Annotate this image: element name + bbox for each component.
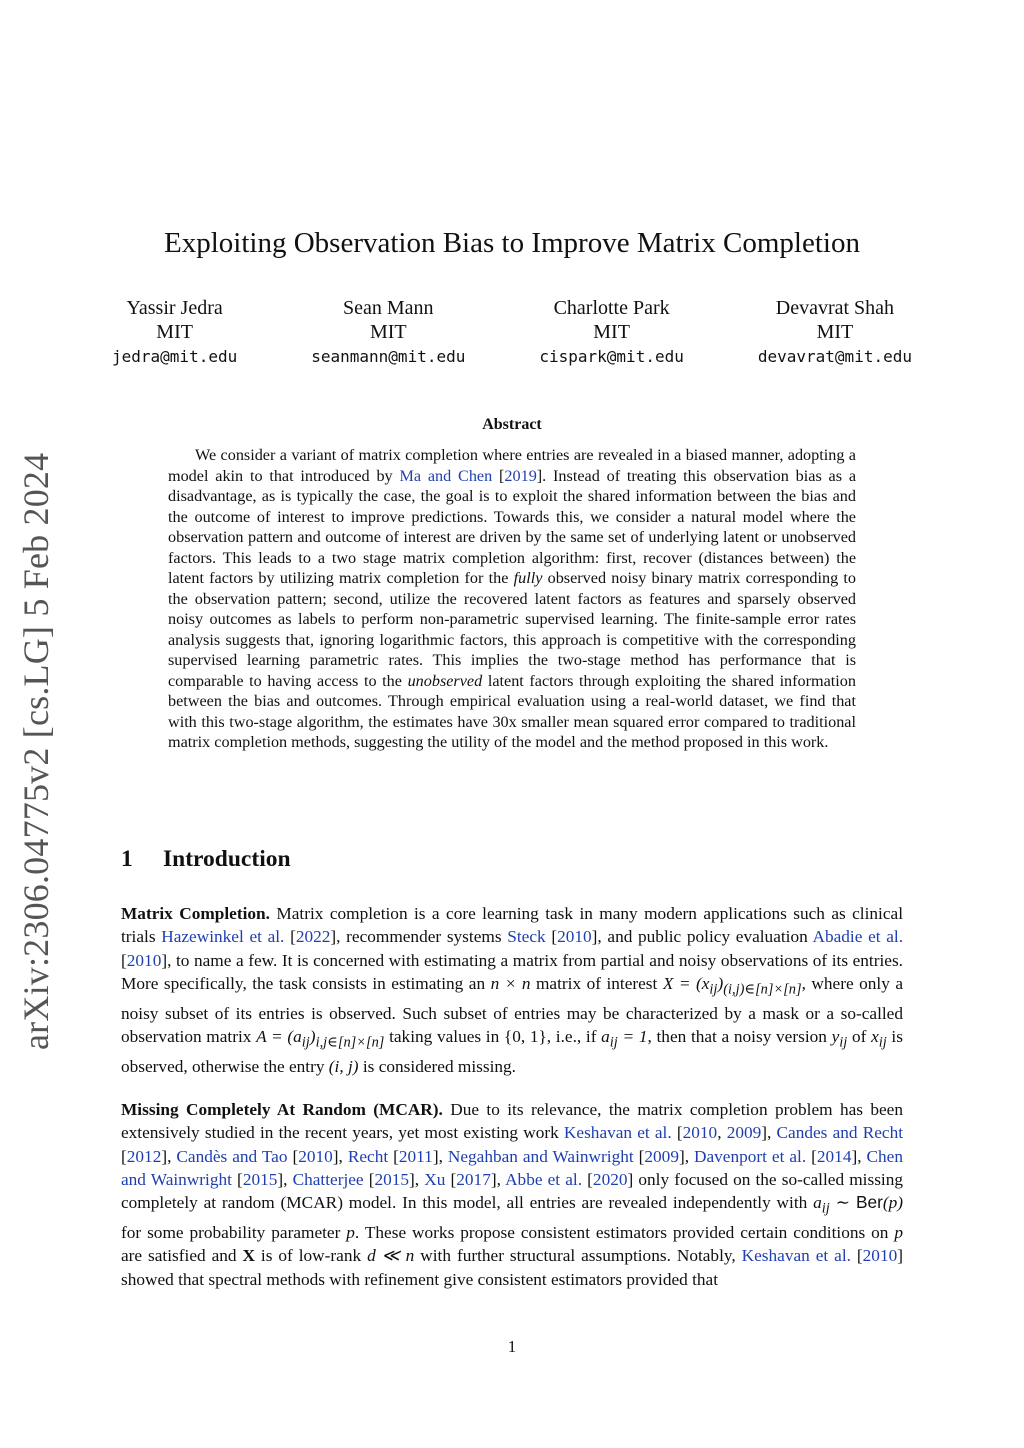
author-block [539,296,684,369]
math-inline: p [346,1222,355,1242]
abstract-heading: Abstract [482,416,542,433]
math-inline: ) [309,1026,316,1046]
abstract-text [168,445,856,753]
author-name: Yassir Jedra [126,297,223,319]
text-segment: [ [445,1169,457,1189]
text-segment: of [847,1026,872,1046]
text-segment: ], [332,1146,348,1166]
math-inline: x [871,1026,879,1046]
author-email[interactable]: devavrat@mit.edu [757,347,912,366]
paragraph-heading: Missing Completely At Random (MCAR). [121,1100,443,1119]
page-number: 1 [507,1337,517,1356]
text-segment: with further structural assumptions. Notably, [414,1246,742,1266]
citation-year-link[interactable]: 2011 [398,1146,433,1166]
text-segment: for some probability parameter [121,1222,347,1242]
citation-link[interactable]: Xu [424,1169,446,1189]
citation-link[interactable]: Chen and Wainwright [121,1146,903,1189]
math-inline: y [831,1026,840,1046]
text-segment: , [717,1123,727,1143]
text-segment: ], to name a few. It is concerned with estimating a matrix from partial and noisy observations of its entries. More specifically, the task consists in estimating an [121,950,903,993]
citation-link[interactable]: Keshavan et al. [741,1246,851,1266]
author-email[interactable]: seanmann@mit.edu [311,347,466,366]
text-segment: [ [284,927,296,947]
text-segment: ], [277,1169,293,1189]
emphasis: unobserved [407,671,483,690]
abstract-segment: ]. Instead of treating this observation bias as a disadvantage, as is typically the case, the goal is to exploit the shared information between the bias and the outcome of interest to improve predictions. Towards this, we consider a natural model where the observation pattern and outcome of interest are driven by the same set of underlying latent or unobserved factors. This leads to a two stage matrix completion algorithm: first, recover (distances between) the latent factors by utilizing matrix completion for the [168,466,857,587]
math-inline: a [601,1026,610,1046]
text-segment: , where only a noisy subset of its entries is observed. Such subset of entries may be characterized by a mask or a so-called observation matrix [121,973,904,1046]
text-segment: ] showed that spectral methods with refinement give consistent estimators provided that [121,1246,903,1289]
math-inline: X = (x [662,973,710,993]
math-subscript: (i,j)∈[n]×[n] [723,981,802,998]
citation-link[interactable]: Abadie et al. [812,927,904,947]
author-name: Devavrat Shah [775,297,895,319]
text-segment: [ [231,1169,243,1189]
text-segment: , then that a noisy version [647,1026,832,1046]
citation-year-link[interactable]: 2015 [374,1169,410,1189]
math-bold: X [242,1246,255,1266]
citation-year-link[interactable]: 2009 [726,1123,762,1143]
paragraph-heading: Matrix Completion. [121,904,270,923]
author-name: Sean Mann [343,297,434,319]
math-inline: n × n [490,973,531,993]
section-heading [121,846,291,873]
text-segment: [ [633,1146,645,1166]
math-inline: A = (a [256,1026,302,1046]
citation-year-link[interactable]: 2022 [295,927,331,947]
math-inline: = 1 [617,1026,648,1046]
paragraph-matrix-completion [121,902,903,1078]
abstract-segment: latent factors through exploiting the shared information between the bias and outcomes. Through empirical evaluation using a real-world dataset, we find that with this two-stage algorithm, the estimates have 30x smaller mean squared error compared to traditional matrix completion methods, suggesting the utility of the model and the method proposed in this work. [168,671,856,751]
author-block [311,296,465,369]
citation-link[interactable]: Steck [507,927,546,947]
text-segment: ], [490,1169,506,1189]
citation-year-link[interactable]: 2010 [862,1246,898,1266]
citation-link[interactable]: Hazewinkel et al. [161,927,285,947]
author-affiliation: MIT [593,321,630,343]
abstract-segment: [ [492,466,505,485]
text-segment: ], [678,1146,694,1166]
citation-year-link[interactable]: 2010 [557,927,592,947]
citation-year-link[interactable]: 2017 [456,1169,491,1189]
math-subscript: ij [839,1034,848,1051]
paragraph-mcar [121,1098,903,1291]
author-affiliation: MIT [369,321,407,343]
citation-year-link[interactable]: 2019 [504,466,537,485]
text-segment: Matrix completion is a core learning task in many modern applications such as clinical trials [121,904,903,947]
abstract-segment: observed noisy binary matrix corresponding to the observation pattern; second, utilize the recovered latent factors as features and sparsely observed noisy outcomes as labels to perform non-parametric supervised learning. The finite-sample error rates analysis suggests that, ignoring logarithmic factors, this approach is competitive with the corresponding supervised learning parametric rates. This implies the two-stage method has performance that is comparable to having access to the [168,569,857,690]
author-block [758,296,912,369]
text-segment: are satisfied and [121,1246,243,1266]
math-subscript: ij [709,981,718,998]
text-segment: ], [432,1146,448,1166]
text-segment: [ [287,1146,299,1166]
math-inline: p [894,1222,903,1242]
math-subscript: ij [609,1034,618,1051]
citation-link[interactable]: Candes and Recht [776,1123,904,1143]
math-subscript: ij [821,1200,830,1217]
text-segment: [ [671,1123,683,1143]
paper-title: Exploiting Observation Bias to Improve Matrix Completion [164,227,860,260]
citation-year-link[interactable]: 2009 [644,1146,679,1166]
text-segment: ], [851,1146,867,1166]
math-inline: (p) [882,1193,903,1213]
citation-year-link[interactable]: 2010 [126,950,162,970]
text-segment: taking values in {0, 1}, i.e., if [384,1026,602,1046]
arxiv-identifier: arXiv:2306.04775v2 [cs.LG] 5 Feb 2024 [16,452,56,1050]
citation-year-link[interactable]: 2014 [816,1146,852,1166]
text-segment: ], [761,1123,777,1143]
text-segment: [ [545,927,558,947]
author-list [112,296,912,369]
citation-link[interactable]: Abbe et al. [505,1169,583,1189]
citation-year-link[interactable]: 2015 [242,1169,278,1189]
citation-link[interactable]: Keshavan et al. [563,1123,672,1143]
citation-year-link[interactable]: 2012 [126,1146,162,1166]
math-inline: d ≪ n [367,1246,415,1266]
text-segment: [ [388,1146,399,1166]
text-segment: ], [409,1169,425,1189]
author-email[interactable]: jedra@mit.edu [112,347,238,366]
section-number: 1 [121,846,133,872]
author-name: Charlotte Park [553,297,670,319]
text-segment: ] only focused on the so-called missing completely at random (MCAR) model. In this model, all entries are revealed independently with [121,1169,903,1213]
citation-link[interactable]: Davenport et al. [694,1146,807,1166]
text-segment: is considered missing. [358,1056,517,1076]
citation-link[interactable]: Negahban and Wainwright [447,1146,634,1166]
text-segment: [ [121,1146,127,1166]
text-segment: [ [850,1246,863,1266]
text-segment: [ [806,1146,817,1166]
text-segment: is of low-rank [254,1246,368,1266]
text-segment: . These works propose consistent estimators provided certain conditions on [354,1222,895,1242]
math-subscript: ij [878,1034,887,1051]
math-subscript: ij [301,1034,310,1051]
text-segment: ], and public policy evaluation [591,927,813,947]
text-segment: [ [121,950,127,970]
math-inline: (i, j) [328,1056,359,1076]
text-segment: ], recommender systems [330,927,508,947]
author-affiliation: MIT [816,321,854,343]
math-inline: a [813,1193,822,1213]
text-segment: matrix of interest [530,973,663,993]
math-inline: ) [717,973,724,993]
citation-year-link[interactable]: 2010 [298,1146,333,1166]
text-segment: is observed, otherwise the entry [121,1026,903,1076]
abstract-segment: We consider a variant of matrix completion where entries are revealed in a biased manner, adopting a model akin to that introduced by [168,446,856,485]
citation-year-link[interactable]: 2010 [682,1123,718,1143]
citation-link[interactable]: Candès and Tao [176,1146,288,1166]
text-segment: [ [582,1169,593,1189]
author-affiliation: MIT [156,321,193,343]
text-segment: [ [363,1169,375,1189]
citation-year-link[interactable]: 2020 [592,1169,628,1189]
author-email[interactable]: cispark@mit.edu [539,347,684,366]
math-subscript: i,j∈[n]×[n] [315,1034,385,1051]
math-function: Ber [855,1192,883,1213]
section-title: Introduction [163,846,291,872]
emphasis: fully [513,569,543,587]
author-block [112,296,237,369]
math-inline: ∼ [829,1193,856,1213]
text-segment: ], [161,1146,177,1166]
citation-link[interactable]: Ma and Chen [399,466,493,485]
citation-link[interactable]: Recht [347,1146,389,1166]
citation-link[interactable]: Chatterjee [292,1169,364,1189]
text-segment: Due to its relevance, the matrix completion problem has been extensively studied in the recent years, yet most existing work [121,1100,903,1143]
